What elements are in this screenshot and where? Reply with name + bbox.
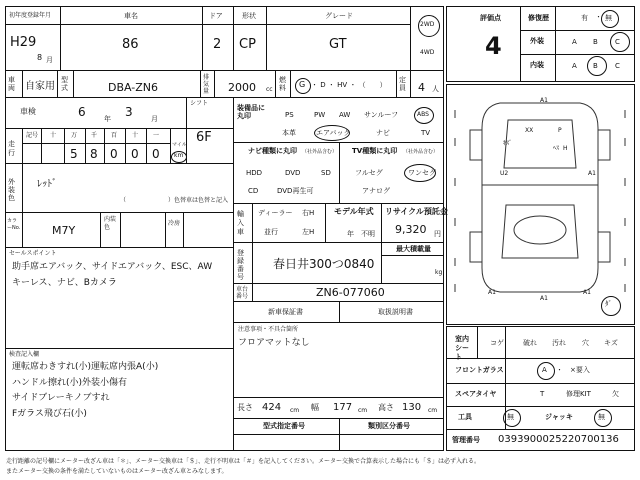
tv-item: フルセグ [355, 169, 383, 177]
label-model-year: モデル年式 [334, 207, 374, 216]
vehicle-use: 自家用 [25, 81, 55, 92]
label-first-registration: 初年度登録年月 [9, 12, 52, 19]
registration-month-unit: 月 [46, 56, 53, 64]
registration-era-year: H29 [10, 35, 37, 50]
exterior-color: ﾚｯﾄﾞ [37, 179, 57, 190]
inspector-line: ハンドル擦れ(小)外装小傷有 [12, 378, 128, 388]
model-year-value: 年 不明 [347, 230, 375, 238]
nav-item: CD [248, 187, 259, 195]
jack-value: 無 [598, 413, 605, 421]
label-management-number: 管理番号 [452, 436, 480, 444]
management-number: 0393900025220700136 [498, 434, 619, 445]
label-tv-type: TV種類に丸印 [352, 147, 398, 155]
label-sales-point: セールスポイント [9, 250, 57, 257]
label-repair-history: 修復歴 [528, 14, 549, 22]
notes-line: フロアマットなし [238, 338, 310, 348]
grade-value: GT [329, 37, 347, 52]
nav-note: （社外品含む） [302, 149, 338, 155]
plate-value: 春日井300つ0840 [273, 257, 375, 271]
ext-grade-a: A [572, 38, 577, 46]
inspector-line: Fガラス飛び石(小) [12, 409, 87, 419]
label-mileage-mark: 記号 [26, 132, 39, 139]
nav-item: SD [321, 169, 331, 177]
label-capacity: 定員 [399, 76, 406, 92]
equip-item: AW [339, 111, 351, 119]
int-grade-a: A [572, 62, 577, 70]
place-1k: 千 [91, 132, 98, 139]
place-10k: 万 [71, 132, 78, 139]
tools-value: 無 [507, 413, 514, 421]
inspector-line: 運転席わきすれ(小)運転席内張A(小) [12, 362, 159, 372]
color-code: M7Y [52, 224, 76, 237]
label-displacement: 排気量 [203, 74, 210, 95]
unit-km: km [174, 152, 184, 159]
inspection-month-unit: 月 [151, 115, 158, 123]
ext-grade-c-circle [610, 32, 630, 52]
drive-4wd: 4WD [420, 49, 435, 56]
import-left: 左H [302, 228, 315, 236]
equip-item: TV [421, 129, 431, 137]
car-diagram [455, 103, 625, 292]
label-vehicle: 車両 [8, 76, 15, 92]
equip-item: 本革 [282, 129, 296, 137]
import-right: 右H [302, 209, 315, 217]
label-shape: 形状 [242, 12, 256, 20]
label-new-car-warranty: 新車保証書 [268, 308, 303, 316]
label-manual: 取扱説明書 [378, 308, 413, 316]
diagram-code: ｷｽﾞ [503, 140, 513, 147]
diagram-code: H [563, 145, 568, 152]
inspection-month: 3 [125, 105, 133, 119]
diagram-code: ﾍｽ [553, 145, 560, 152]
label-interior-grade: 内装 [530, 61, 544, 69]
diagram-code: P [558, 127, 562, 134]
place-1: 一 [153, 132, 160, 139]
label-width: 幅 [311, 403, 319, 412]
equip-item: ABS [417, 111, 429, 118]
capacity-unit: 人 [432, 85, 439, 93]
windshield-a: A [542, 366, 547, 374]
label-car-name: 車名 [124, 12, 138, 20]
label-notes: 注意事項・不具合箇所 [238, 326, 299, 333]
length-value: 424 [262, 402, 282, 413]
label-equipment: 装備品に丸印 [237, 104, 265, 120]
equip-item: ナビ [376, 129, 390, 137]
repair-yes: 有 [581, 14, 588, 22]
diagram-code: A1 [583, 289, 591, 296]
diagram-code: U2 [500, 170, 509, 177]
diagram-corner: ﾀﾞ [605, 300, 612, 308]
recycle-value: 9,320 [395, 223, 427, 236]
shape-value: CP [239, 37, 256, 52]
equip-item: PW [314, 111, 326, 119]
label-shift: シフト [190, 100, 209, 107]
label-spare-tire: スペアタイヤ [455, 390, 497, 398]
label-windshield: フロントガラス [455, 366, 504, 374]
footer-note-line: 走行距離の記号欄にメーター改ざん車は「＊」、メーター交換車は「＄」、走行不明車は「＃」を記入してください。メーター交換で合算表示した場合にも「＄」は必ず入れる。 [6, 458, 481, 465]
mileage-digit: 5 [70, 147, 78, 161]
max-load-unit: kg [435, 269, 443, 276]
recycle-unit: 円 [434, 230, 441, 238]
exterior-color-note: （ ）色替車は色替と記入 [120, 197, 229, 204]
nav-item: DVD [285, 169, 301, 177]
label-inspection: 車検 [20, 107, 36, 116]
windshield-note: ・ ×要入 [556, 366, 590, 374]
width-unit: cm [358, 407, 368, 414]
label-inspector: 検査記入欄 [9, 351, 40, 358]
label-ac: 冷房 [168, 220, 181, 227]
import-parallel: 並行 [264, 228, 278, 236]
label-mileage: 走行 [8, 140, 15, 157]
label-chassis: 車台番号 [236, 286, 249, 300]
unit-mile: マイル [172, 142, 187, 148]
seat-item: キズ [604, 339, 618, 347]
label-height: 高さ [378, 403, 394, 412]
sales-point-line: 助手席エアバック、サイドエアバック、ESC、AW [12, 262, 213, 272]
seat-item: 穴 [582, 339, 589, 347]
label-exterior-grade: 外装 [530, 37, 544, 45]
label-max-load: 最大積載量 [396, 245, 431, 253]
fuel-options: ・ D ・ HV ・ （ ） [311, 81, 387, 89]
diagram-code: A1 [540, 97, 548, 104]
displacement-value: 2000 [228, 81, 256, 94]
fuel-gasoline: G [299, 80, 306, 89]
equip-item: エアバック [316, 129, 351, 137]
place-100k: 十 [50, 132, 57, 139]
nav-item: DVD再生可 [277, 187, 314, 195]
label-score: 評価点 [480, 14, 501, 22]
seat-item: 汚れ [552, 339, 566, 347]
label-doors: ドア [209, 12, 223, 20]
label-color-code: カラーNo. [7, 218, 21, 231]
capacity-value: 4 [418, 81, 425, 94]
mileage-digit: 8 [90, 147, 98, 161]
equip-item: サンルーフ [364, 111, 399, 119]
label-recycle: リサイクル預託金 [385, 207, 448, 216]
doors-value: 2 [213, 37, 222, 52]
label-interior-color: 内装色 [104, 216, 117, 231]
spare-item: 欠 [612, 390, 619, 398]
tv-note: （社外品含む） [403, 149, 439, 155]
model-code: DBA-ZN6 [108, 81, 159, 94]
seat-item: コゲ [490, 339, 504, 347]
place-100: 百 [111, 132, 118, 139]
mileage-digit: 0 [110, 147, 118, 161]
inspection-year-unit: 年 [104, 115, 111, 123]
length-unit: cm [290, 407, 300, 414]
mileage-digit: 0 [131, 147, 139, 161]
sales-point-line: キーレス、ナビ、Bカメラ [12, 278, 117, 288]
diagram-code: A1 [540, 295, 548, 302]
score-value: 4 [485, 32, 502, 60]
diagram-code: A1 [588, 170, 596, 177]
footer-note-line: またメーター交換の条件を満たしていないものはメーター改ざん車とみなします。 [6, 468, 228, 475]
label-plate: 登録番号 [237, 249, 244, 281]
int-grade-c: C [615, 62, 620, 70]
inspector-line: サイドブレーキノブすれ [12, 393, 110, 403]
drive-2wd: 2WD [420, 21, 435, 28]
label-grade: グレード [325, 12, 353, 20]
label-exterior-color: 外装色 [8, 178, 15, 202]
ext-grade-b: B [593, 38, 598, 46]
label-nav-type: ナビ種類に丸印 [248, 147, 297, 155]
ext-grade-c: C [615, 38, 620, 46]
label-tools: 工具 [458, 413, 472, 421]
spare-item: 修理KIT [566, 390, 591, 398]
mileage-digit: 0 [152, 147, 160, 161]
label-jack: ジャッキ [545, 413, 573, 421]
height-unit: cm [428, 407, 438, 414]
import-dealer: ディーラー [258, 209, 293, 217]
inspection-year: 6 [78, 105, 86, 119]
tv-item: アナログ [362, 187, 390, 195]
repair-sep: ・ [595, 13, 602, 21]
width-value: 177 [333, 402, 353, 413]
tv-item: ワンセグ [408, 169, 436, 177]
displacement-unit: cc [266, 86, 273, 93]
label-type-number: 型式指定番号 [263, 422, 305, 430]
car-name: 86 [122, 37, 139, 52]
diagram-code: XX [525, 127, 534, 134]
diagram-code: A1 [488, 289, 496, 296]
label-class-number: 類別区分番号 [368, 422, 410, 430]
nav-item: HDD [246, 169, 263, 177]
label-model: 型式 [61, 76, 68, 92]
int-grade-b: B [593, 62, 598, 70]
label-interior-seat: 室内シート [455, 335, 469, 361]
repair-no: 無 [605, 14, 612, 22]
seat-item: 破れ [523, 339, 537, 347]
shift-value: 6F [196, 130, 212, 145]
height-value: 130 [402, 402, 422, 413]
chassis-value: ZN6-077060 [316, 286, 385, 299]
equip-item: PS [285, 111, 294, 119]
spare-item: T [540, 390, 545, 398]
place-10: 十 [132, 132, 139, 139]
label-fuel: 燃料 [279, 76, 286, 92]
registration-month: 8 [37, 53, 43, 62]
label-length: 長さ [237, 403, 253, 412]
label-import: 輸入車 [237, 210, 244, 236]
